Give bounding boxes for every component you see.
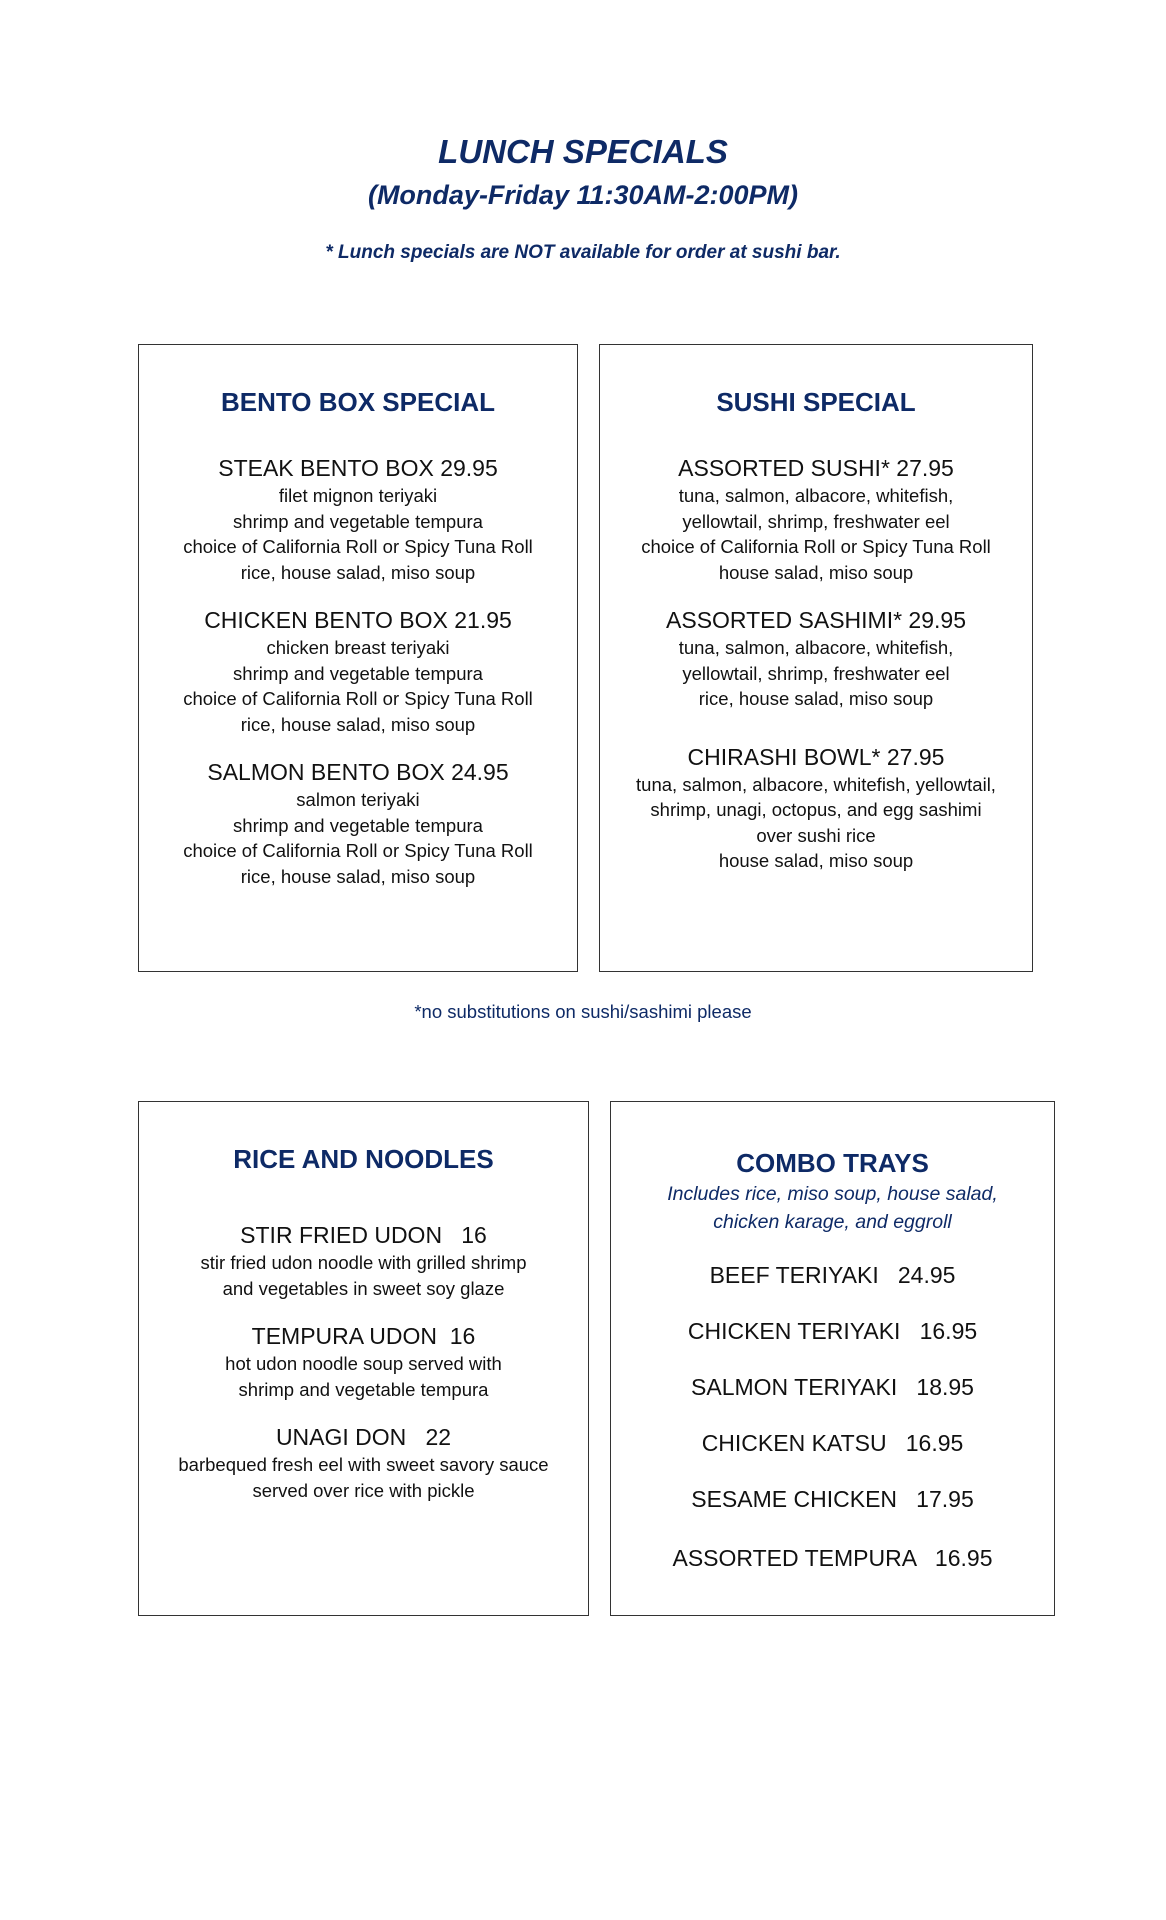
- combo-trays-section: [610, 1101, 1055, 1616]
- combo-item-assorted-tempura: ASSORTED TEMPURA 16.95: [672, 1545, 993, 1571]
- item-desc-line: tuna, salmon, albacore, whitefish, yellowtail,: [636, 773, 996, 795]
- item-desc-line: barbequed fresh eel with sweet savory sauce: [178, 1454, 549, 1475]
- item-desc-line: chicken breast teriyaki: [266, 637, 450, 658]
- menu-item-assorted-sashimi: [600, 605, 1032, 712]
- menu-header: [0, 128, 1166, 266]
- combo-subtitle-line: Includes rice, miso soup, house salad,: [667, 1183, 998, 1205]
- menu-item-steak-bento: [139, 453, 577, 585]
- item-desc-line: filet mignon teriyaki: [278, 485, 438, 506]
- item-desc-line: hot udon noodle soup served with: [225, 1353, 502, 1374]
- item-desc-line: rice, house salad, miso soup: [240, 561, 476, 583]
- menu-item-assorted-sushi: [600, 453, 1032, 585]
- menu-item-chicken-bento: [139, 605, 577, 737]
- substitution-footnote: *no substitutions on sushi/sashimi please: [414, 1001, 752, 1022]
- menu-item-salmon-bento: [139, 757, 577, 889]
- item-desc-line: stir fried udon noodle with grilled shrimp: [200, 1252, 527, 1273]
- section-title-sushi: SUSHI SPECIAL: [716, 387, 916, 417]
- combo-item-beef-teriyaki: BEEF TERIYAKI 24.95: [709, 1262, 956, 1288]
- item-name: SALMON BENTO BOX 24.95: [207, 759, 509, 785]
- sushi-special-section: [599, 344, 1033, 972]
- item-desc-line: tuna, salmon, albacore, whitefish,: [678, 637, 954, 658]
- item-desc-line: over sushi rice: [756, 824, 876, 846]
- item-desc-line: shrimp and vegetable tempura: [233, 510, 483, 532]
- item-desc-line: choice of California Roll or Spicy Tuna Roll: [641, 536, 991, 557]
- menu-item-chirashi-bowl: [600, 742, 1032, 874]
- menu-item-stir-fried-udon: [139, 1220, 588, 1301]
- item-desc-line: and vegetables in sweet soy glaze: [222, 1277, 505, 1299]
- item-name: CHICKEN BENTO BOX 21.95: [204, 607, 512, 633]
- item-desc-line: shrimp and vegetable tempura: [233, 662, 483, 684]
- item-desc-line: served over rice with pickle: [252, 1479, 475, 1501]
- item-name: STIR FRIED UDON 16: [240, 1222, 487, 1248]
- section-title-rice: RICE AND NOODLES: [233, 1144, 494, 1174]
- item-desc-line: rice, house salad, miso soup: [240, 713, 476, 735]
- item-desc-line: choice of California Roll or Spicy Tuna Roll: [183, 536, 533, 557]
- item-desc-line: yellowtail, shrimp, freshwater eel: [682, 662, 950, 684]
- combo-item-salmon-teriyaki: SALMON TERIYAKI 18.95: [691, 1374, 974, 1400]
- item-desc-line: choice of California Roll or Spicy Tuna Roll: [183, 840, 533, 861]
- section-title-bento: BENTO BOX SPECIAL: [220, 387, 495, 417]
- combo-item-chicken-teriyaki: CHICKEN TERIYAKI 16.95: [687, 1318, 978, 1344]
- item-desc-line: shrimp and vegetable tempura: [238, 1378, 489, 1400]
- item-desc-line: yellowtail, shrimp, freshwater eel: [682, 510, 950, 532]
- item-name: STEAK BENTO BOX 29.95: [218, 455, 498, 481]
- item-desc-line: rice, house salad, miso soup: [240, 865, 476, 887]
- item-desc-line: choice of California Roll or Spicy Tuna Roll: [183, 688, 533, 709]
- menu-item-tempura-udon: [139, 1321, 588, 1402]
- item-desc-line: rice, house salad, miso soup: [698, 688, 934, 709]
- sushi-bar-notice: * Lunch specials are NOT available for order at sushi bar.: [325, 242, 841, 263]
- bento-box-section: [138, 344, 578, 972]
- item-desc-line: house salad, miso soup: [718, 561, 914, 583]
- item-desc-line: salmon teriyaki: [296, 789, 420, 810]
- menu-item-unagi-don: [139, 1422, 588, 1503]
- item-name: TEMPURA UDON 16: [251, 1323, 476, 1349]
- item-desc-line: shrimp, unagi, octopus, and egg sashimi: [650, 799, 982, 820]
- combo-item-chicken-katsu: CHICKEN KATSU 16.95: [701, 1430, 964, 1456]
- item-name: UNAGI DON 22: [275, 1424, 452, 1450]
- item-desc-line: house salad, miso soup: [718, 850, 914, 871]
- item-name: ASSORTED SASHIMI* 29.95: [666, 607, 966, 633]
- rice-noodles-section: [138, 1101, 589, 1616]
- item-name: CHIRASHI BOWL* 27.95: [687, 743, 945, 770]
- item-name: ASSORTED SUSHI* 27.95: [678, 455, 954, 481]
- combo-subtitle-line: chicken karage, and eggroll: [713, 1211, 952, 1233]
- page-title: LUNCH SPECIALS: [438, 133, 728, 170]
- combo-item-sesame-chicken: SESAME CHICKEN 17.95: [691, 1486, 974, 1512]
- section-title-combo: COMBO TRAYS: [736, 1148, 929, 1178]
- item-desc-line: tuna, salmon, albacore, whitefish,: [678, 485, 954, 506]
- item-desc-line: shrimp and vegetable tempura: [233, 814, 483, 836]
- hours-subtitle: (Monday-Friday 11:30AM-2:00PM): [367, 180, 799, 210]
